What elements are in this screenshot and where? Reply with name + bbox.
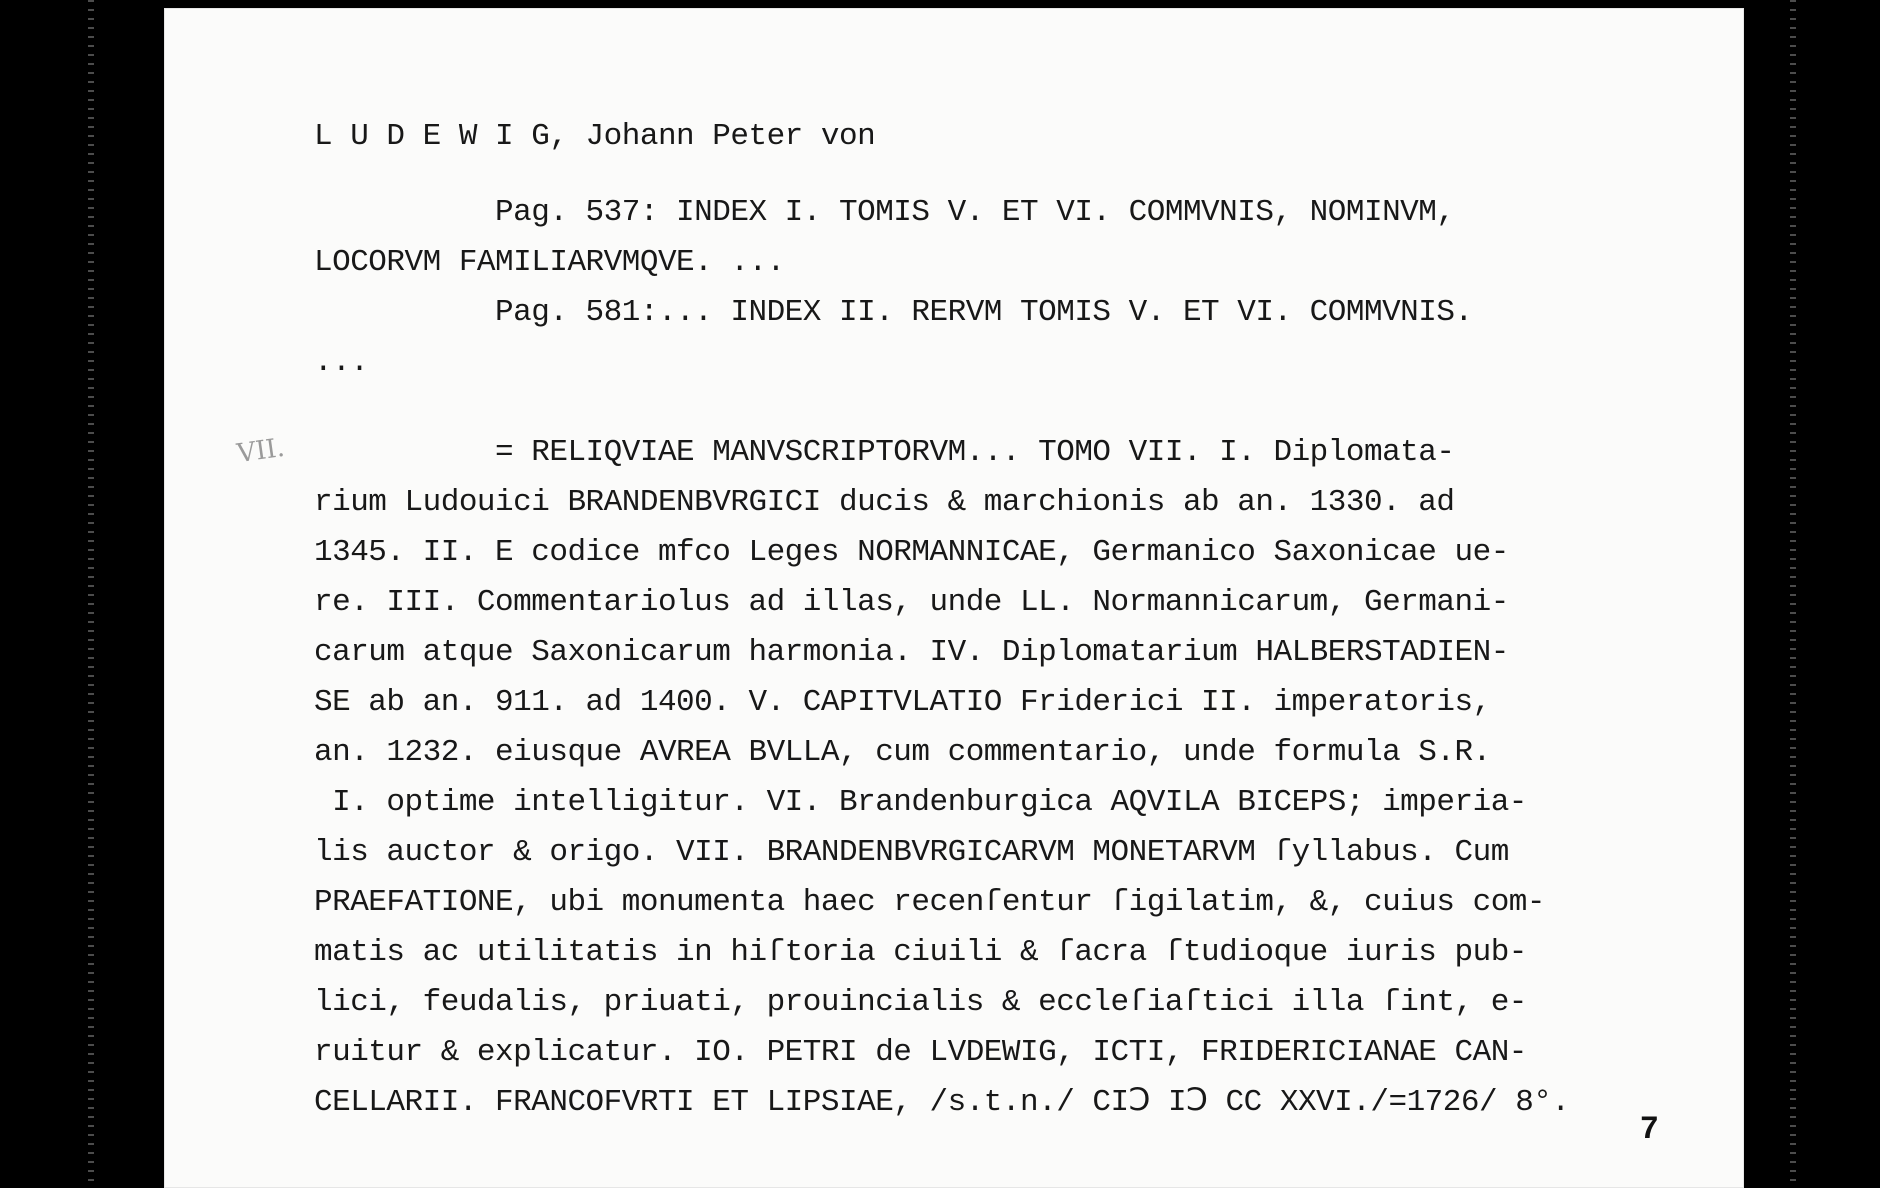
- right-edge-perforation: [1790, 0, 1796, 1188]
- entry-line: ruitur & explicatur. IO. PETRI de LVDEWIG, ICTI, FRIDERICIANAE CAN-: [314, 1035, 1527, 1070]
- text-line: Pag. 581:... INDEX II. RERVM TOMIS V. ET VI. COMMVNIS.: [314, 295, 1473, 330]
- entry-line: I. optime intelligitur. VI. Brandenburgica AQVILA BICEPS; imperia-: [314, 785, 1527, 820]
- entry-line: an. 1232. eiusque AVREA BVLLA, cum commentario, unde formula S.R.: [314, 735, 1491, 770]
- entry-line: 1345. II. E codice mfco Leges NORMANNICAE, Germanico Saxonicae ue-: [314, 535, 1509, 570]
- author-heading: L U D E W I G, Johann Peter von: [314, 119, 876, 154]
- catalog-card: [164, 8, 1744, 1188]
- entry-line: re. III. Commentariolus ad illas, unde LL. Normannicarum, Germani-: [314, 585, 1509, 620]
- entry-line: lis auctor & origo. VII. BRANDENBVRGICARVM MONETARVM ſyllabus. Cum: [314, 835, 1509, 870]
- margin-note: VII.: [235, 432, 287, 470]
- entry-line: PRAEFATIONE, ubi monumenta haec recenſentur ſigilatim, &, cuius com-: [314, 885, 1546, 920]
- page-number: 7: [1639, 1111, 1659, 1148]
- entry-line: rium Ludouici BRANDENBVRGICI ducis & marchionis ab an. 1330. ad: [314, 485, 1455, 520]
- card-text: [314, 112, 1624, 1128]
- entry-line: SE ab an. 911. ad 1400. V. CAPITVLATIO Friderici II. imperatoris,: [314, 685, 1491, 720]
- text-line: LOCORVM FAMILIARVMQVE. ...: [314, 245, 785, 280]
- entry-line: carum atque Saxonicarum harmonia. IV. Diplomatarium HALBERSTADIEN-: [314, 635, 1509, 670]
- text-line: Pag. 537: INDEX I. TOMIS V. ET VI. COMMVNIS, NOMINVM,: [314, 195, 1455, 230]
- left-edge-perforation: [88, 0, 94, 1188]
- entry-line: = RELIQVIAE MANVSCRIPTORVM... TOMO VII. I. Diplomata-: [314, 435, 1455, 470]
- entry-line: matis ac utilitatis in hiſtoria ciuili & ſacra ſtudioque iuris pub-: [314, 935, 1527, 970]
- entry-line: CELLARII. FRANCOFVRTI ET LIPSIAE, /s.t.n./ CIↃ IↃ CC XXVI./=1726/ 8°.: [314, 1085, 1570, 1120]
- text-line: ...: [314, 345, 369, 380]
- entry-line: lici, feudalis, priuati, prouincialis & eccleſiaſtici illa ſint, e-: [314, 985, 1527, 1020]
